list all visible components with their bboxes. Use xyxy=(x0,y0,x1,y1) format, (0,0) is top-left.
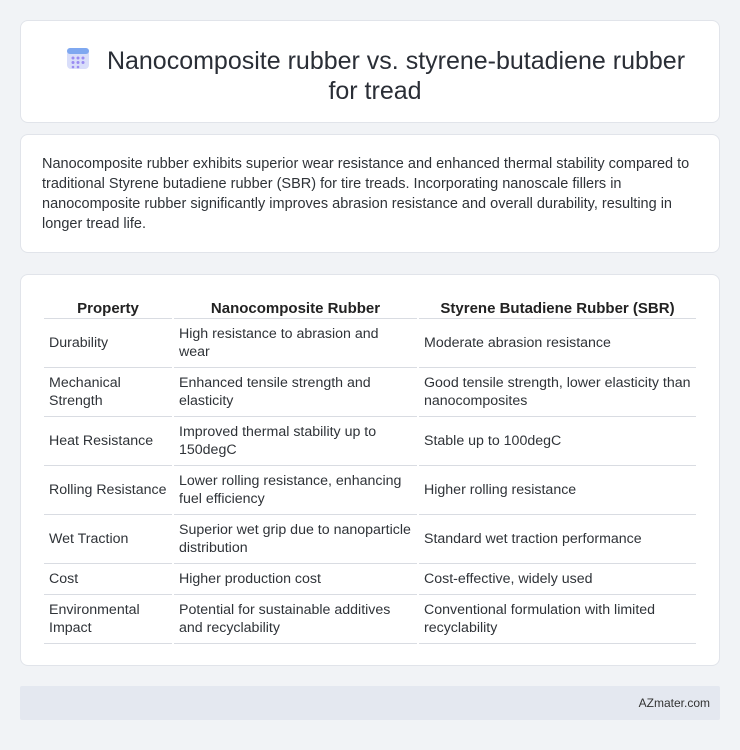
page-title: Nanocomposite rubber vs. styrene-butadiene rubber for tread xyxy=(106,47,686,105)
title-card xyxy=(20,20,720,123)
table-row xyxy=(44,595,696,644)
table-cell-nanocomposite: Superior wet grip due to nanoparticle distribution xyxy=(174,515,417,564)
table-cell-property: Heat Resistance xyxy=(44,417,172,466)
table-cell-property: Rolling Resistance xyxy=(44,466,172,515)
table-cell-property: Durability xyxy=(44,319,172,368)
table-row xyxy=(44,319,696,368)
table-cell-sbr: Higher rolling resistance xyxy=(419,466,696,515)
table-cell-sbr: Standard wet traction performance xyxy=(419,515,696,564)
table-cell-nanocomposite: Lower rolling resistance, enhancing fuel efficiency xyxy=(174,466,417,515)
table-cell-nanocomposite: High resistance to abrasion and wear xyxy=(174,319,417,368)
page-title-block xyxy=(51,45,699,106)
summary-text: Nanocomposite rubber exhibits superior wear resistance and enhanced thermal stability compared to traditional Styrene butadiene rubber (SBR) for tire treads. Incorporating nanoscale fillers in nanocomposite rubber significantly improves abrasion resistance and overall durability, resulting in longer tread life. xyxy=(42,156,690,232)
table-header-row xyxy=(44,297,696,319)
calendar-icon xyxy=(65,45,91,71)
table-cell-nanocomposite: Potential for sustainable additives and recyclability xyxy=(174,595,417,644)
column-header-nanocomposite: Nanocomposite Rubber xyxy=(174,297,417,319)
footer-bar xyxy=(20,686,720,720)
table-cell-nanocomposite: Improved thermal stability up to 150degC xyxy=(174,417,417,466)
table-cell-nanocomposite: Enhanced tensile strength and elasticity xyxy=(174,368,417,417)
column-header-property: Property xyxy=(44,297,172,319)
table-cell-property: Cost xyxy=(44,564,172,595)
table-row xyxy=(44,466,696,515)
table-cell-sbr: Stable up to 100degC xyxy=(419,417,696,466)
table-cell-property: Environmental Impact xyxy=(44,595,172,644)
table-row xyxy=(44,417,696,466)
table-cell-nanocomposite: Higher production cost xyxy=(174,564,417,595)
comparison-table-card xyxy=(20,274,720,666)
table-row xyxy=(44,368,696,417)
table-cell-sbr: Moderate abrasion resistance xyxy=(419,319,696,368)
table-cell-sbr: Good tensile strength, lower elasticity than nanocomposites xyxy=(419,368,696,417)
table-cell-sbr: Cost-effective, widely used xyxy=(419,564,696,595)
table-row xyxy=(44,564,696,595)
comparison-table xyxy=(42,297,698,644)
table-cell-property: Wet Traction xyxy=(44,515,172,564)
table-cell-property: Mechanical Strength xyxy=(44,368,172,417)
column-header-sbr: Styrene Butadiene Rubber (SBR) xyxy=(419,297,696,319)
summary-card xyxy=(20,134,720,253)
table-cell-sbr: Conventional formulation with limited recyclability xyxy=(419,595,696,644)
footer-brand: AZmater.com xyxy=(638,696,710,710)
table-row xyxy=(44,515,696,564)
